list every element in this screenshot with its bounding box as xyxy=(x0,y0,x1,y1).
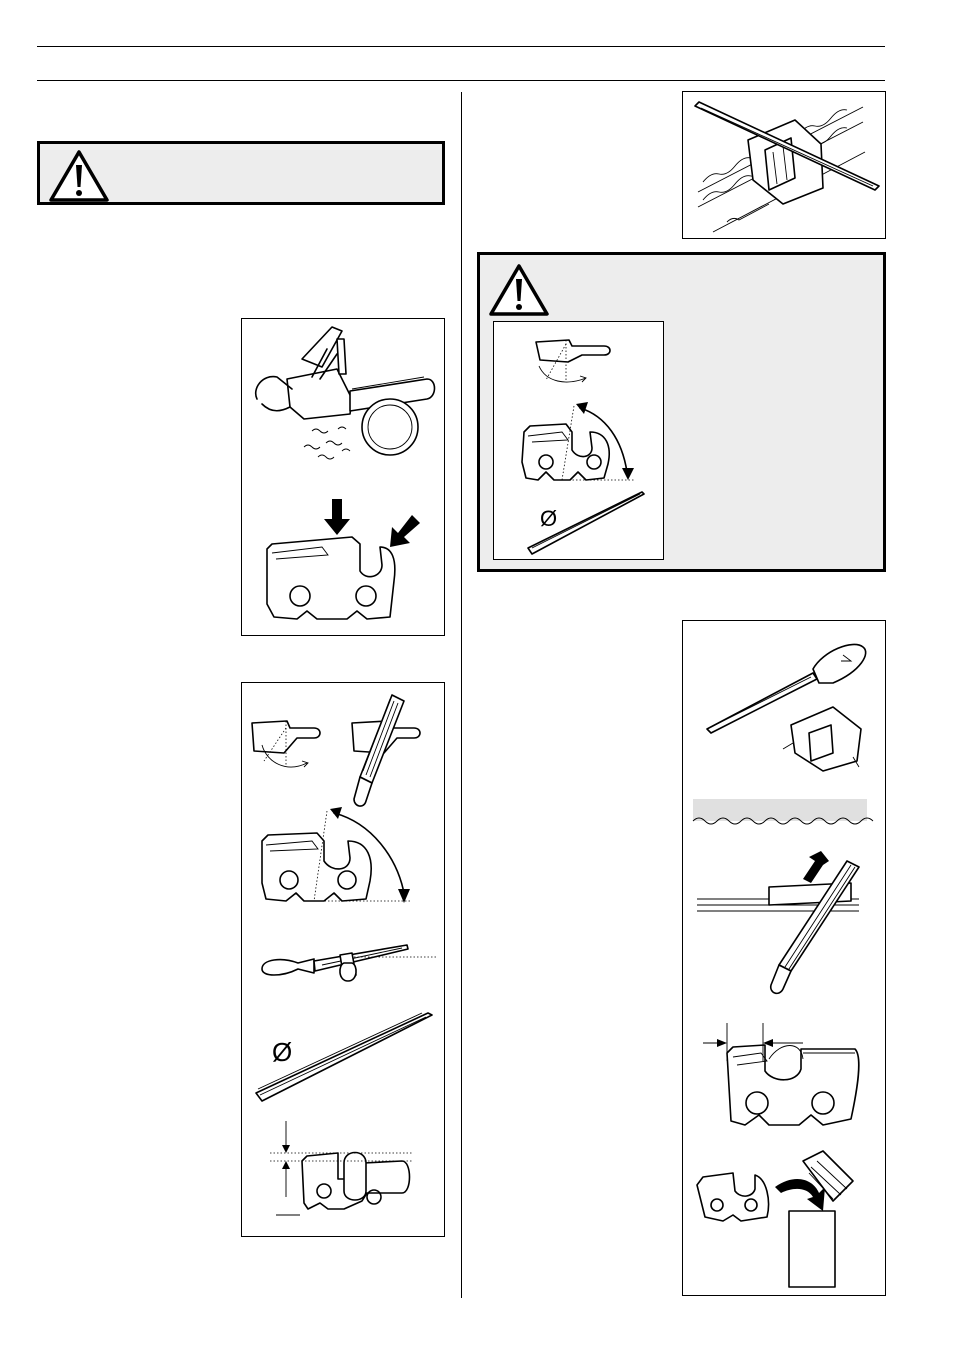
diameter-symbol-top-right: Ø xyxy=(540,506,558,531)
figure-saw-sawdust xyxy=(241,318,445,636)
warning-triangle-icon xyxy=(48,149,110,203)
column-divider xyxy=(461,92,462,1298)
figure-filing-angles xyxy=(241,682,445,1237)
warning-box-left xyxy=(37,141,445,205)
diameter-symbol-left: Ø xyxy=(272,1037,293,1067)
warning-triangle-icon xyxy=(488,263,550,317)
figure-filing-procedure xyxy=(682,620,886,1296)
warning-box-right xyxy=(477,252,886,572)
header-rule-bottom xyxy=(37,80,885,81)
header-rule-top xyxy=(37,46,885,47)
figure-warning-sharpening xyxy=(493,321,664,560)
figure-file-guide-on-chain xyxy=(682,91,886,239)
